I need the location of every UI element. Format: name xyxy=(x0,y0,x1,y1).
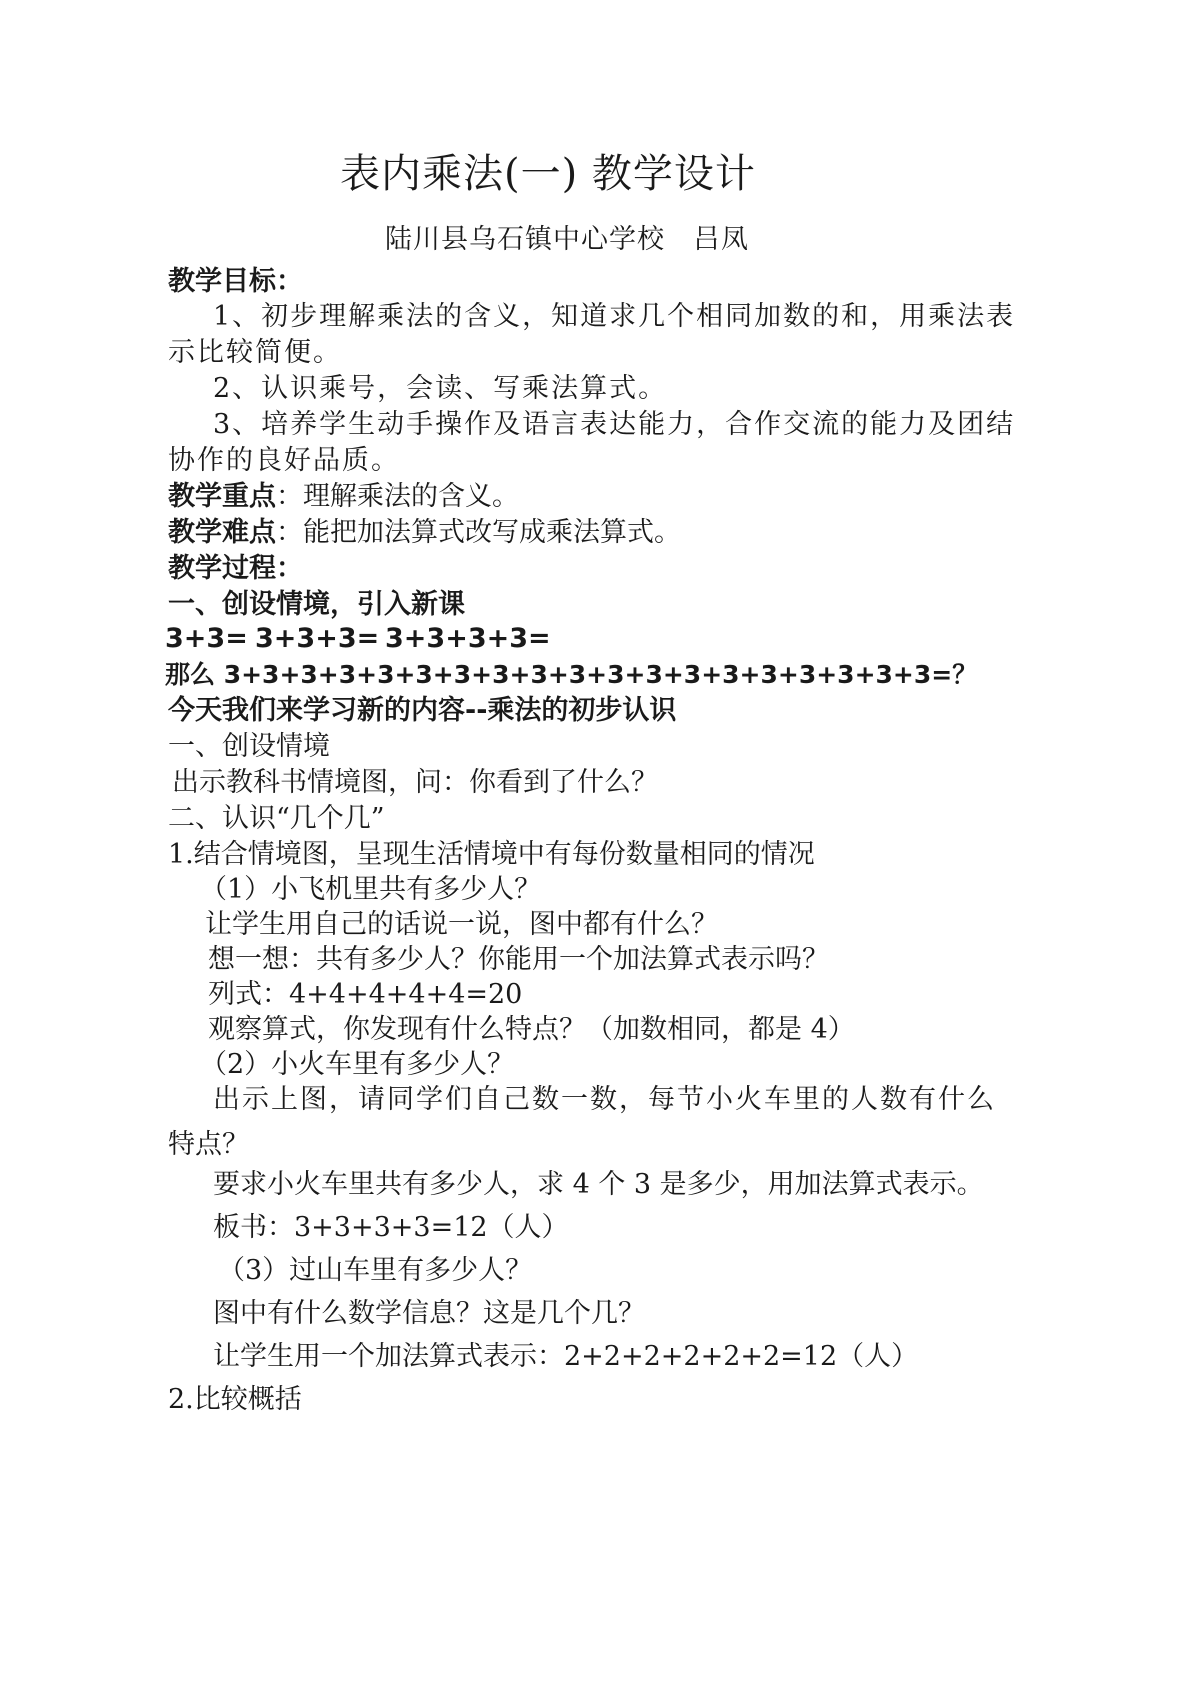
difficult-point xyxy=(168,516,681,550)
objective-2: 2、认识乘号，会读、写乘法算式。 xyxy=(213,373,668,404)
question-1-a: 让学生用自己的话说一说，图中都有什么？ xyxy=(205,909,718,940)
question-3-b: 让学生用一个加法算式表示：2+2+2+2+2+2=12（人） xyxy=(213,1341,919,1372)
question-1: （1）小飞机里共有多少人？ xyxy=(200,874,542,905)
author-line: 陆川县乌石镇中心学校 吕凤 xyxy=(385,224,749,255)
part-1-text: 出示教科书情境图，问：你看到了什么？ xyxy=(172,767,658,798)
long-question: 那么 3+3+3+3+3+3+3+3+3+3+3+3+3+3+3+3+3+3+3=？ xyxy=(165,660,978,689)
question-1-d: 观察算式，你发现有什么特点？（加数相同，都是 4） xyxy=(208,1014,855,1045)
question-3-a: 图中有什么数学信息？这是几个几？ xyxy=(213,1298,645,1329)
objectives-heading: 教学目标： xyxy=(168,266,303,297)
question-2-c: 要求小火车里共有多少人，求 4 个 3 是多少，用加法算式表示。 xyxy=(213,1169,984,1200)
section-1-heading: 一、创设情境，引入新课 xyxy=(168,589,465,620)
expression-3: 3+3+3+3= xyxy=(385,623,551,654)
expression-2: 3+3+3= xyxy=(255,623,380,654)
objective-3-line-1: 3、培养学生动手操作及语言表达能力，合作交流的能力及团结 xyxy=(213,409,1016,440)
step-1: 1.结合情境图，呈现生活情境中有每份数量相同的情况 xyxy=(168,839,815,870)
objective-3-line-2: 协作的良好品质。 xyxy=(168,445,400,476)
question-1-c: 列式：4+4+4+4+4=20 xyxy=(208,979,523,1010)
question-2-d: 板书：3+3+3+3=12（人） xyxy=(213,1212,569,1243)
difficult-point-label: 教学难点 xyxy=(168,517,276,548)
key-point-label: 教学重点 xyxy=(168,481,276,512)
difficult-point-text: ：能把加法算式改写成乘法算式。 xyxy=(276,517,681,548)
expression-1: 3+3= xyxy=(165,623,248,654)
objective-1-line-1: 1、初步理解乘法的含义，知道求几个相同加数的和，用乘法表 xyxy=(213,301,1016,332)
question-3: （3）过山车里有多少人？ xyxy=(218,1255,533,1286)
step-2: 2.比较概括 xyxy=(168,1384,302,1415)
key-point-text: ：理解乘法的含义。 xyxy=(276,481,519,512)
objective-1-line-2: 示比较简便。 xyxy=(168,337,342,368)
document-title: 表内乘法(一) 教学设计 xyxy=(340,151,756,197)
question-2-b: 特点？ xyxy=(168,1129,249,1160)
part-1-heading: 一、创设情境 xyxy=(168,731,330,762)
process-heading: 教学过程： xyxy=(168,553,303,584)
question-2: （2）小火车里有多少人？ xyxy=(200,1049,515,1080)
key-point xyxy=(168,480,519,514)
question-1-b: 想一想：共有多少人？你能用一个加法算式表示吗？ xyxy=(208,944,829,975)
part-2-heading: 二、认识“几个几” xyxy=(168,803,385,834)
question-2-a: 出示上图，请同学们自己数一数，每节小火车里的人数有什么 xyxy=(213,1084,996,1115)
intro-sentence: 今天我们来学习新的内容--乘法的初步认识 xyxy=(168,695,677,726)
